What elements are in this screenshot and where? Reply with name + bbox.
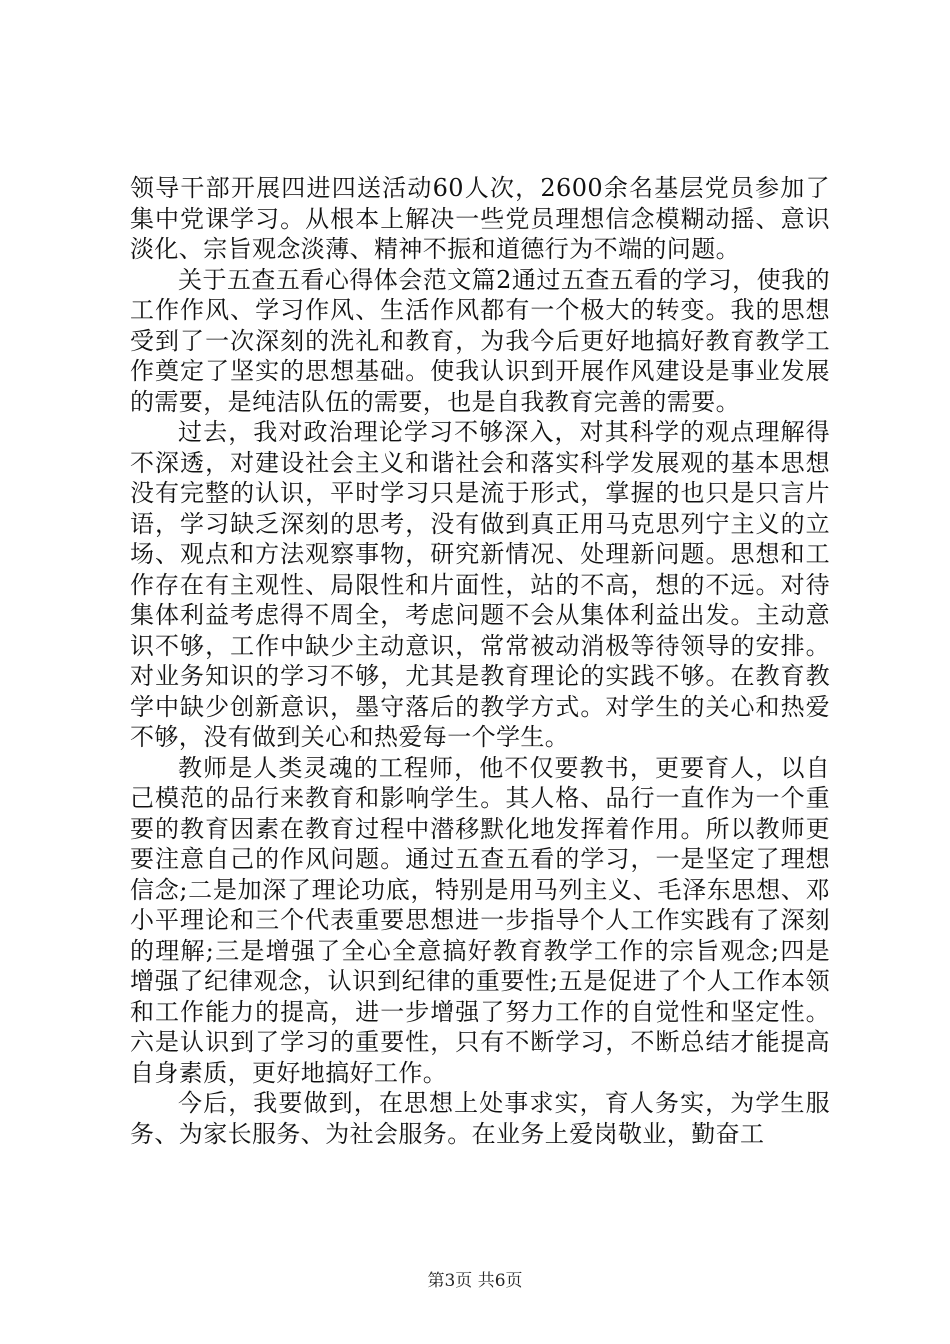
paragraph-3: 过去，我对政治理论学习不够深入，对其科学的观点理解得不深透，对建设社会主义和谐社会和落实科学发展观的基本思想没有完整的认识，平时学习只是流于形式，掌握的也只是只言片语，学习缺乏深刻的思考，没有做到真正用马克思列宁主义的立场、观点和方法观察事物，研究新情况、处理新问题。思想和工作存在有主观性、局限性和片面性，站的不高，想的不远。对待集体利益考虑得不周全，考虑问题不会从集体利益出发。主动意识不够，工作中缺少主动意识，常常被动消极等待领导的安排。对业务知识的学习不够，尤其是教育理论的实践不够。在教育教学中缺少创新意识，墨守落后的教学方式。对学生的关心和热爱不够，没有做到关心和热爱每一个学生。: [130, 418, 830, 751]
paragraph-1: 领导干部开展四进四送活动60人次，2600余名基层党员参加了集中党课学习。从根本上解决一些党员理想信念模糊动摇、意识淡化、宗旨观念淡薄、精神不振和道德行为不端的问题。: [130, 174, 830, 263]
page-number-footer: 第3页 共6页: [427, 1271, 523, 1291]
paragraph-2: 关于五查五看心得体会范文篇2通过五查五看的学习，使我的工作作风、学习作风、生活作风都有一个极大的转变。我的思想受到了一次深刻的洗礼和教育，为我今后更好地搞好教育教学工作奠定了坚实的思想基础。使我认识到开展作风建设是事业发展的需要，是纯洁队伍的需要，也是自我教育完善的需要。: [130, 265, 830, 416]
paragraph-5: 今后，我要做到，在思想上处事求实，育人务实，为学生服务、为家长服务、为社会服务。在业务上爱岗敬业，勤奋工: [130, 1089, 830, 1148]
document-body: [130, 173, 830, 1149]
paragraph-4: 教师是人类灵魂的工程师，他不仅要教书，更要育人，以自己模范的品行来教育和影响学生。其人格、品行一直作为一个重要的教育因素在教育过程中潜移默化地发挥着作用。所以教师更要注意自己的作风问题。通过五查五看的学习，一是坚定了理想信念;二是加深了理论功底，特别是用马列主义、毛泽东思想、邓小平理论和三个代表重要思想进一步指导个人工作实践有了深刻的理解;三是增强了全心全意搞好教育教学工作的宗旨观念;四是增强了纪律观念，认识到纪律的重要性;五是促进了个人工作本领和工作能力的提高，进一步增强了努力工作的自觉性和坚定性。六是认识到了学习的重要性，只有不断学习，不断总结才能提高自身素质，更好地搞好工作。: [130, 753, 830, 1087]
